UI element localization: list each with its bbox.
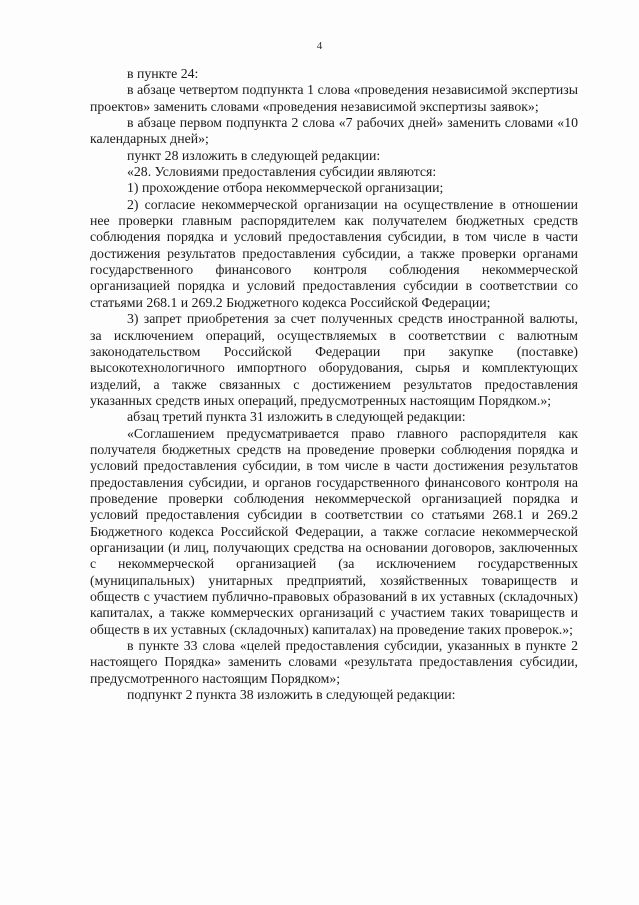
paragraph-28-item2: 2) согласие некоммерческой организации на осуществление в отношении нее проверки главным распорядителем как получателем бюджетных средств соблюдения порядка и условий предоставления субсидии, в том числе в части достижения результатов предоставления субсидии, а также проверки органами государственного финансового контроля соблюдения некоммерческой организацией порядка и условий предоставления субсидии в соответствии со статьями 268.1 и 269.2 Бюджетного кодекса Российской Федерации;: [90, 196, 578, 310]
paragraph-28-heading: «28. Условиями предоставления субсидии являются:: [127, 164, 437, 180]
paragraph-24-sub1: в абзаце четвертом подпункта 1 слова «проведения независимой экспертизы проектов» заменить словами «проведения независимой экспертизы заявок»;: [90, 82, 578, 114]
paragraph-intro-24: в пункте 24:: [127, 66, 199, 81]
paragraph-intro-28: пункт 28 изложить в следующей редакции:: [127, 147, 381, 163]
paragraph-intro-38: подпункт 2 пункта 38 изложить в следующей редакции:: [127, 687, 456, 703]
document-body: [90, 66, 578, 703]
paragraph-24-sub2: в абзаце первом подпункта 2 слова «7 рабочих дней» заменить словами «10 календарных дней»;: [90, 115, 578, 147]
page-number: 4: [316, 40, 323, 52]
paragraph-33: в пункте 33 слова «целей предоставления субсидии, указанных в пункте 2 настоящего Порядка» заменить словами «результата предоставления субсидии, предусмотренного настоящим Порядком»;: [90, 638, 578, 686]
paragraph-28-item1: 1) прохождение отбора некоммерческой организации;: [127, 180, 444, 196]
paragraph-31-text: «Соглашением предусматривается право главного распорядителя как получателя бюджетных средств на проведение проверки соблюдения порядка и условий предоставления субсидии, в том числе в части достижения результатов предоставления субсидии, и органов государственного финансового контроля на проведение проверки соблюдения некоммерческой организацией порядка и условий предоставления субсидии в соответствии со статьями 268.1 и 269.2 Бюджетного кодекса Российской Федерации, а также согласие некоммерческой организации (и лиц, получающих средства на основании договоров, заключенных с некоммерческой организацией (за исключением государственных (муниципальных) унитарных предприятий, хозяйственных товариществ и обществ с участием публично-правовых образований в их уставных (складочных) капиталах, а также коммерческих организаций с участием таких товариществ и обществ в их уставных (складочных) капиталах) на проведение таких проверок.»;: [90, 425, 578, 637]
paragraph-28-item3: 3) запрет приобретения за счет полученных средств иностранной валюты, за исключением операций, осуществляемых в соответствии с валютным законодательством Российской Федерации при закупке (поставке) высокотехнологичного импортного оборудования, сырья и комплектующих изделий, а также связанных с достижением результатов предоставления указанных средств иных операций, предусмотренных настоящим Порядком.»;: [90, 311, 578, 408]
paragraph-intro-31: абзац третий пункта 31 изложить в следующей редакции:: [127, 409, 466, 425]
